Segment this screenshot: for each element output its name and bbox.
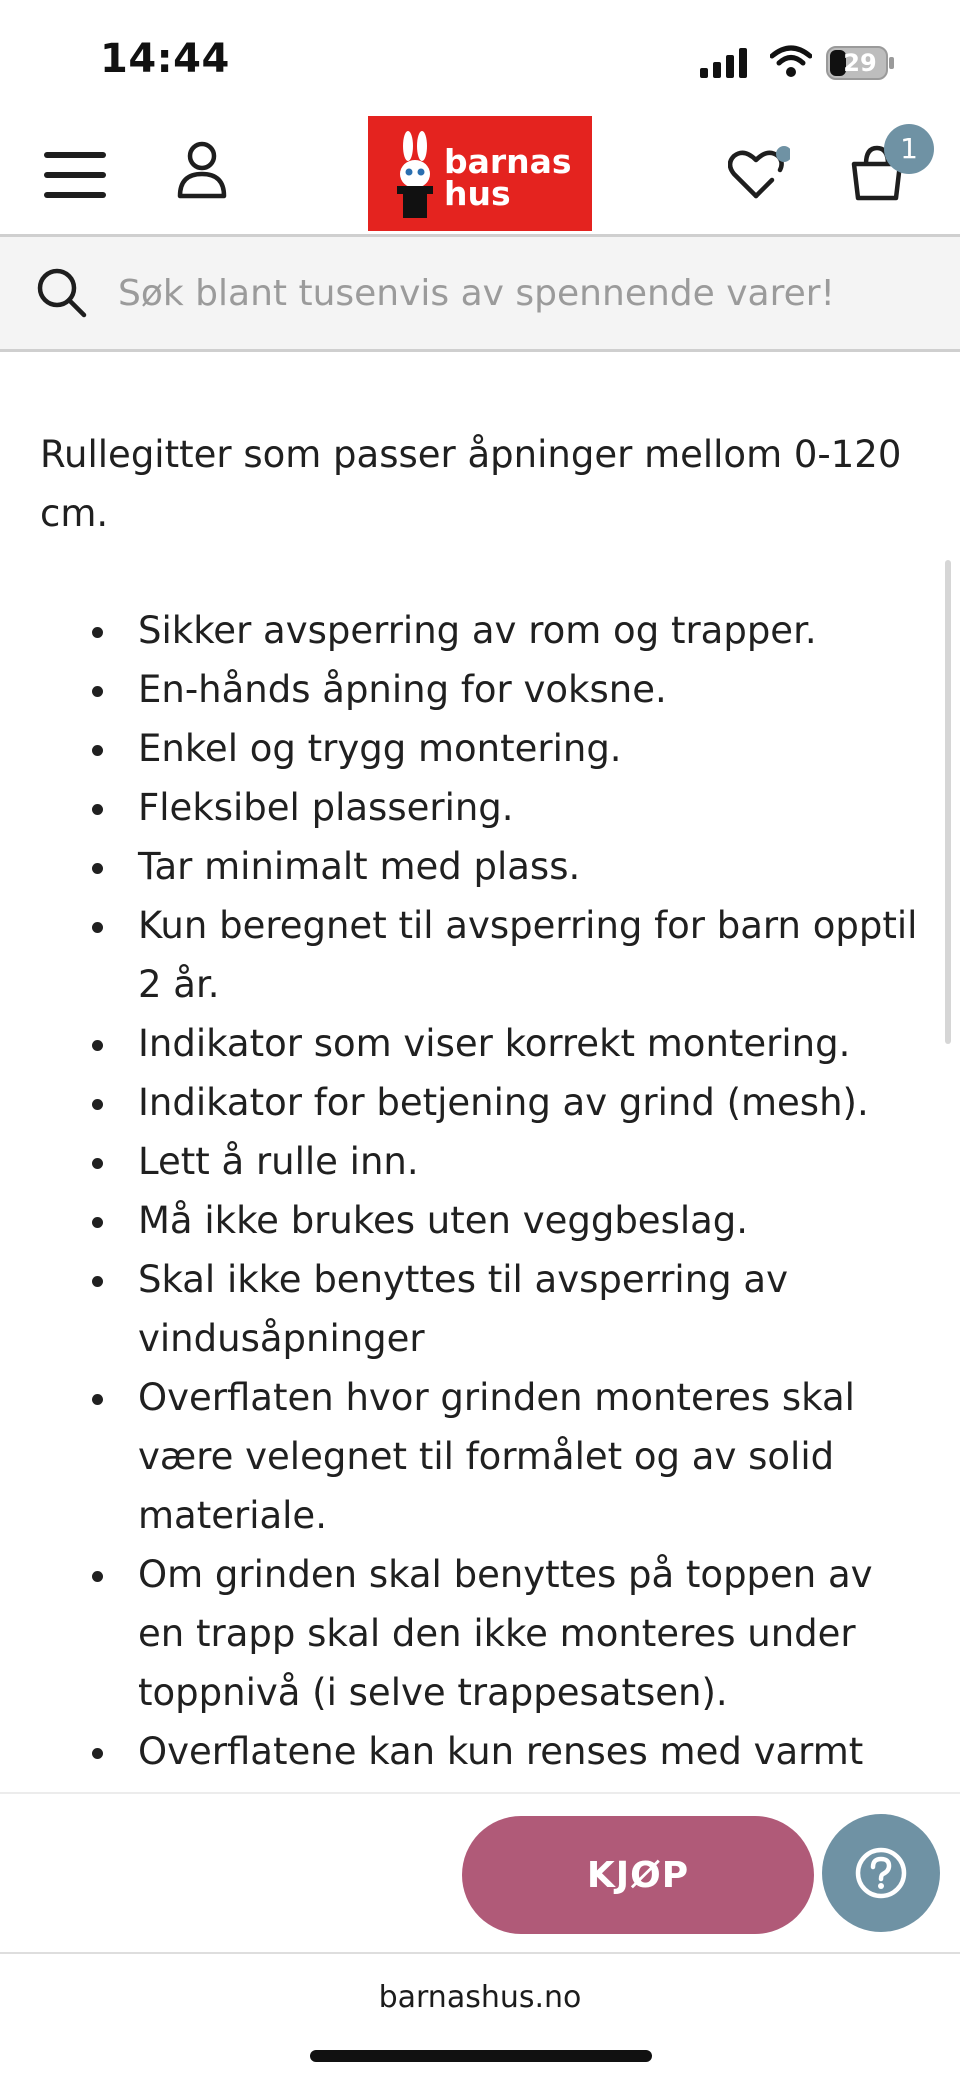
hamburger-menu-icon[interactable] xyxy=(44,150,108,200)
wishlist-heart-icon[interactable] xyxy=(728,146,790,202)
cellular-signal-icon xyxy=(700,48,750,78)
search-input[interactable] xyxy=(118,263,938,323)
cart-count-badge[interactable]: 1 xyxy=(884,124,934,174)
list-item: Tar minimalt med plass. xyxy=(138,837,920,896)
user-account-icon[interactable] xyxy=(176,140,228,200)
logo-line-1: barnas xyxy=(444,142,572,181)
list-item: Indikator for betjening av grind (mesh). xyxy=(138,1073,920,1132)
buy-button[interactable]: KJØP xyxy=(462,1816,814,1934)
page-scrollbar[interactable] xyxy=(945,560,951,1044)
battery-level: 29 xyxy=(843,49,877,77)
list-item: En-hånds åpning for voksne. xyxy=(138,660,920,719)
list-item: Enkel og trygg montering. xyxy=(138,719,920,778)
wifi-icon xyxy=(770,44,812,78)
site-header xyxy=(0,110,960,232)
battery-icon xyxy=(826,46,896,80)
url-text[interactable]: barnashus.no xyxy=(378,1980,582,2015)
bunny-hat-icon xyxy=(394,130,438,220)
list-item: Overflatene kan kun renses med varmt xyxy=(138,1722,920,1781)
logo-line-2: hus xyxy=(444,174,511,213)
list-item: Fleksibel plassering. xyxy=(138,778,920,837)
list-item: Indikator som viser korrekt montering. xyxy=(138,1014,920,1073)
status-time: 14:44 xyxy=(100,36,230,82)
help-question-icon xyxy=(854,1846,908,1900)
browser-address-bar xyxy=(0,1952,960,2078)
list-item: Skal ikke benyttes til avsperring av vindusåpninger xyxy=(138,1250,920,1368)
logo-wordmark xyxy=(444,142,572,213)
barnashus-logo[interactable] xyxy=(368,116,592,231)
list-item: Om grinden skal benyttes på toppen av en trapp skal den ikke monteres under toppnivå (i selve trappesatsen). xyxy=(138,1545,920,1722)
action-bar xyxy=(0,1792,960,1952)
list-item: Må ikke brukes uten veggbeslag. xyxy=(138,1191,920,1250)
list-item: Overflaten hvor grinden monteres skal være velegnet til formålet og av solid materiale. xyxy=(138,1368,920,1545)
home-indicator[interactable] xyxy=(310,2050,652,2062)
help-button[interactable] xyxy=(822,1814,940,1932)
list-item: Lett å rulle inn. xyxy=(138,1132,920,1191)
list-item: Kun beregnet til avsperring for barn opptil 2 år. xyxy=(138,896,920,1014)
list-item: Sikker avsperring av rom og trapper. xyxy=(138,601,920,660)
feature-list xyxy=(40,601,920,1781)
search-bar xyxy=(0,234,960,352)
product-description xyxy=(40,425,920,1785)
status-bar xyxy=(0,0,960,110)
description-intro: Rullegitter som passer åpninger mellom 0-120 cm. xyxy=(40,433,902,535)
search-icon[interactable] xyxy=(36,267,88,319)
